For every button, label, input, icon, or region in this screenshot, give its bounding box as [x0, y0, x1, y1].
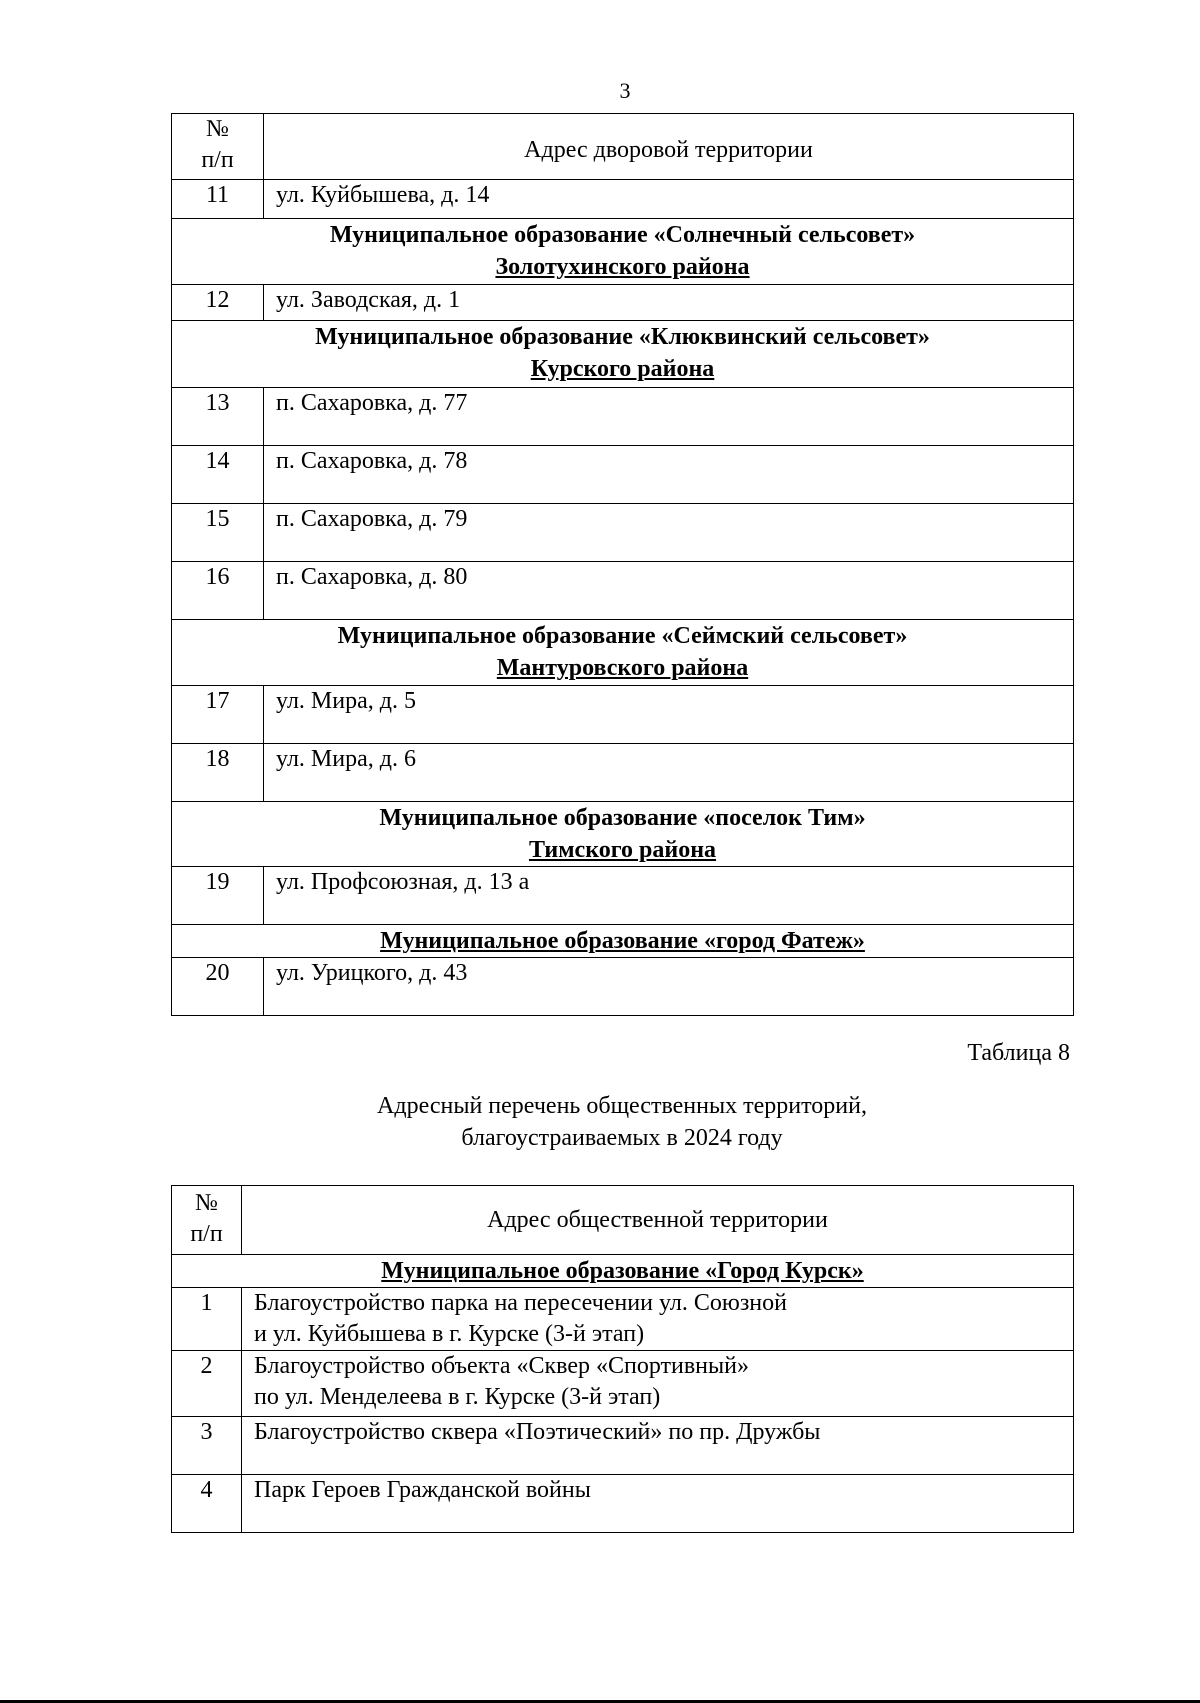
- header-num-cell: [172, 1186, 242, 1255]
- row-address: ул. Урицкого, д. 43: [264, 958, 1074, 1016]
- section-heading: [172, 1255, 1074, 1288]
- row-address: ул. Заводская, д. 1: [264, 285, 1074, 321]
- section-line: Муниципальное образование «город Фатеж»: [380, 928, 865, 954]
- row-address: п. Сахаровка, д. 78: [264, 446, 1074, 504]
- section-heading: [172, 219, 1074, 285]
- row-address: п. Сахаровка, д. 79: [264, 504, 1074, 562]
- header-address-cell: Адрес дворовой территории: [264, 114, 1074, 180]
- section-row: [172, 321, 1074, 388]
- row-num: 15: [172, 504, 264, 562]
- section-line: Курского района: [530, 356, 715, 382]
- table-row: [172, 1351, 1074, 1417]
- table-title-line: благоустраиваемых в 2024 году: [461, 1125, 783, 1151]
- section-line: Золотухинского района: [495, 254, 750, 280]
- section-heading: [172, 802, 1074, 867]
- table-row: [172, 446, 1074, 504]
- row-address: ул. Профсоюзная, д. 13 а: [264, 867, 1074, 925]
- table-row: [172, 744, 1074, 802]
- table-row: [172, 686, 1074, 744]
- row-address: [242, 1351, 1074, 1417]
- row-address: п. Сахаровка, д. 77: [264, 388, 1074, 446]
- row-address: ул. Мира, д. 5: [264, 686, 1074, 744]
- row-num: 1: [172, 1288, 242, 1351]
- header-num-line: №: [206, 116, 229, 142]
- header-num-line: п/п: [201, 147, 234, 173]
- section-line: Мантуровского района: [496, 655, 749, 681]
- header-num-line: №: [195, 1190, 218, 1216]
- table-row: [172, 958, 1074, 1016]
- section-line: Муниципальное образование «Солнечный сельсовет»: [329, 222, 916, 248]
- section-line: Муниципальное образование «Сеймский сельсовет»: [337, 623, 908, 649]
- row-num: 4: [172, 1475, 242, 1533]
- row-address: [242, 1475, 1074, 1533]
- table-row: [172, 504, 1074, 562]
- courtyard-address-table: [171, 113, 1074, 1016]
- section-row: [172, 620, 1074, 686]
- section-heading: [172, 620, 1074, 686]
- table-row: [172, 180, 1074, 219]
- row-address-line: Благоустройство парка на пересечении ул. Союзной: [254, 1290, 787, 1316]
- row-address: [242, 1417, 1074, 1475]
- section-heading: [172, 925, 1074, 958]
- row-address-line: Благоустройство объекта «Сквер «Спортивный»: [254, 1353, 749, 1379]
- table-row: [172, 1288, 1074, 1351]
- table-row: [172, 1417, 1074, 1475]
- table-row: [172, 867, 1074, 925]
- page-number: 3: [619, 78, 631, 103]
- table-header-row: [172, 1186, 1074, 1255]
- row-num: 19: [172, 867, 264, 925]
- row-address-line: Парк Героев Гражданской войны: [254, 1477, 591, 1503]
- table-header-row: [172, 114, 1074, 180]
- row-address: п. Сахаровка, д. 80: [264, 562, 1074, 620]
- row-address-line: и ул. Куйбышева в г. Курске (3-й этап): [254, 1321, 645, 1347]
- row-num: 18: [172, 744, 264, 802]
- table-title: [171, 1090, 1073, 1154]
- header-num-line: п/п: [190, 1221, 223, 1247]
- row-num: 13: [172, 388, 264, 446]
- table-row: [172, 388, 1074, 446]
- table-row: [172, 285, 1074, 321]
- section-line: Муниципальное образование «Клюквинский сельсовет»: [315, 324, 930, 350]
- section-line: Муниципальное образование «Город Курск»: [381, 1258, 864, 1284]
- row-num: 11: [172, 180, 264, 219]
- section-row: [172, 802, 1074, 867]
- header-num-cell: [172, 114, 264, 180]
- table-row: [172, 562, 1074, 620]
- row-address: [242, 1288, 1074, 1351]
- table-row: [172, 1475, 1074, 1533]
- section-row: [172, 1255, 1074, 1288]
- row-address: ул. Мира, д. 6: [264, 744, 1074, 802]
- row-num: 2: [172, 1351, 242, 1417]
- section-row: [172, 219, 1074, 285]
- section-line: Муниципальное образование «поселок Тим»: [379, 805, 866, 831]
- row-num: 12: [172, 285, 264, 321]
- table-title-line: Адресный перечень общественных территорий,: [377, 1093, 867, 1119]
- row-address: ул. Куйбышева, д. 14: [264, 180, 1074, 219]
- section-heading: [172, 321, 1074, 388]
- public-territory-table: [171, 1185, 1074, 1533]
- row-address-line: Благоустройство сквера «Поэтический» по пр. Дружбы: [254, 1419, 821, 1445]
- table-caption: Таблица 8: [967, 1040, 1070, 1066]
- row-num: 14: [172, 446, 264, 504]
- row-num: 3: [172, 1417, 242, 1475]
- row-num: 17: [172, 686, 264, 744]
- row-num: 20: [172, 958, 264, 1016]
- row-address-line: по ул. Менделеева в г. Курске (3-й этап): [254, 1384, 661, 1410]
- section-row: [172, 925, 1074, 958]
- section-line: Тимского района: [528, 837, 717, 863]
- header-address-cell: Адрес общественной территории: [242, 1186, 1074, 1255]
- row-num: 16: [172, 562, 264, 620]
